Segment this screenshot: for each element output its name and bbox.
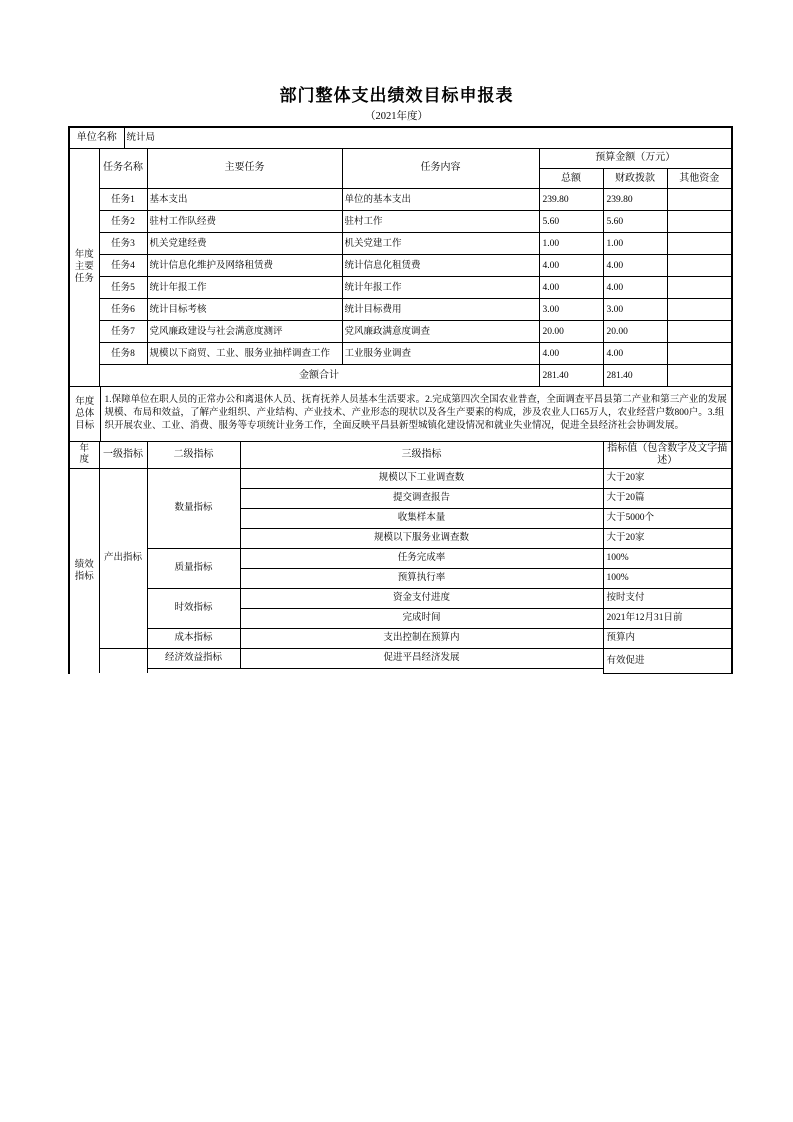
task-main: 机关党建经费: [147, 233, 342, 255]
col-header-level1: 一级指标: [99, 442, 147, 469]
task-main: 统计信息化维护及网络租赁费: [147, 255, 342, 277]
section-label-annual-tasks: 年度主要任务: [70, 149, 99, 387]
level2-indicator-quality: 质量指标: [147, 548, 240, 588]
task-total: 1.00: [539, 233, 603, 255]
task-main: 规模以下商贸、工业、服务业抽样调查工作: [147, 343, 342, 365]
col-header-budget-group: 预算金额（万元）: [539, 149, 731, 169]
task-main: 统计年报工作: [147, 277, 342, 299]
unit-name-table: [70, 128, 731, 149]
table-row: [70, 442, 731, 469]
col-header-level2: 二级指标: [147, 442, 240, 469]
task-total: 4.00: [539, 343, 603, 365]
level3-indicator: 预算执行率: [240, 568, 603, 588]
task-other: [667, 189, 731, 211]
corner-label-annual: 年度: [70, 442, 99, 469]
task-name: 任务6: [99, 299, 147, 321]
col-header-main-task: 主要任务: [147, 149, 342, 189]
task-other: [667, 343, 731, 365]
level3-indicator: 收集样本量: [240, 508, 603, 528]
task-content: 机关党建工作: [342, 233, 539, 255]
table-row: [70, 588, 731, 608]
indicator-value: 大于20家: [603, 468, 731, 488]
task-fiscal: 239.80: [603, 189, 667, 211]
level3-indicator: 支出控制在预算内: [240, 628, 603, 648]
indicator-value: 100%: [603, 548, 731, 568]
task-name: 任务5: [99, 277, 147, 299]
level2-indicator-economic: 经济效益指标: [147, 648, 240, 668]
task-total: 3.00: [539, 299, 603, 321]
section-label-performance-indicators: 绩效指标: [70, 468, 99, 673]
task-other: [667, 277, 731, 299]
level2-indicator-quantity: 数量指标: [147, 468, 240, 548]
table-row: [70, 468, 731, 488]
indicator-value: 大于20家: [603, 528, 731, 548]
annual-goal-table: [70, 387, 731, 442]
task-content: 驻村工作: [342, 211, 539, 233]
task-content: 单位的基本支出: [342, 189, 539, 211]
page-break-stub: [147, 668, 240, 673]
col-header-fiscal: 财政拨款: [603, 169, 667, 189]
level2-indicator-timeliness: 时效指标: [147, 588, 240, 628]
table-row: [70, 548, 731, 568]
indicator-value: 2021年12月31日前: [603, 608, 731, 628]
level3-indicator: 提交调查报告: [240, 488, 603, 508]
indicator-value: 有效促进: [603, 648, 731, 673]
table-row: [70, 648, 731, 668]
task-content: 统计目标费用: [342, 299, 539, 321]
task-content: 党风廉政满意度调查: [342, 321, 539, 343]
table-row: [70, 387, 731, 441]
indicator-value: 大于20篇: [603, 488, 731, 508]
col-header-total: 总额: [539, 169, 603, 189]
table-row: [70, 628, 731, 648]
task-main: 驻村工作队经费: [147, 211, 342, 233]
task-main: 基本支出: [147, 189, 342, 211]
task-content: 工业服务业调查: [342, 343, 539, 365]
level1-indicator-benefit: [99, 648, 147, 673]
section-label-annual-goal: 年度总体目标: [70, 387, 100, 441]
total-row-other: [667, 365, 731, 387]
table-row: [70, 189, 731, 211]
table-row: [70, 255, 731, 277]
table-row: [70, 233, 731, 255]
level1-indicator-output: 产出指标: [99, 468, 147, 648]
task-fiscal: 1.00: [603, 233, 667, 255]
task-total: 4.00: [539, 255, 603, 277]
task-fiscal: 5.60: [603, 211, 667, 233]
task-main: 统计目标考核: [147, 299, 342, 321]
col-header-level3: 三级指标: [240, 442, 603, 469]
level3-indicator: 资金支付进度: [240, 588, 603, 608]
task-name: 任务8: [99, 343, 147, 365]
col-header-task-name: 任务名称: [99, 149, 147, 189]
col-header-other: 其他资金: [667, 169, 731, 189]
task-fiscal: 4.00: [603, 255, 667, 277]
indicator-value: 大于5000个: [603, 508, 731, 528]
task-name: 任务3: [99, 233, 147, 255]
task-other: [667, 321, 731, 343]
task-fiscal: 3.00: [603, 299, 667, 321]
level3-indicator: 规模以下服务业调查数: [240, 528, 603, 548]
page-break-stub: [240, 668, 603, 673]
page-title: 部门整体支出绩效目标申报表: [279, 86, 514, 105]
task-total: 239.80: [539, 189, 603, 211]
total-row-fiscal: 281.40: [603, 365, 667, 387]
task-fiscal: 4.00: [603, 343, 667, 365]
total-row-total: 281.40: [539, 365, 603, 387]
level3-indicator: 促进平昌经济发展: [240, 648, 603, 668]
task-name: 任务7: [99, 321, 147, 343]
table-row: [70, 211, 731, 233]
task-total: 20.00: [539, 321, 603, 343]
level3-indicator: 规模以下工业调查数: [240, 468, 603, 488]
page-subtitle: （2021年度）: [365, 111, 428, 122]
task-content: 统计信息化租赁费: [342, 255, 539, 277]
level3-indicator: 任务完成率: [240, 548, 603, 568]
unit-name-value: 统计局: [124, 128, 731, 148]
level2-indicator-cost: 成本指标: [147, 628, 240, 648]
indicator-value: 预算内: [603, 628, 731, 648]
table-row: [70, 128, 731, 148]
task-total: 5.60: [539, 211, 603, 233]
indicator-value: 按时支付: [603, 588, 731, 608]
table-row: [70, 277, 731, 299]
performance-indicators-table: [70, 442, 731, 674]
task-name: 任务4: [99, 255, 147, 277]
task-other: [667, 255, 731, 277]
task-other: [667, 233, 731, 255]
table-row: [70, 343, 731, 365]
col-header-task-content: 任务内容: [342, 149, 539, 189]
table-row: [70, 299, 731, 321]
task-fiscal: 4.00: [603, 277, 667, 299]
task-total: 4.00: [539, 277, 603, 299]
task-name: 任务1: [99, 189, 147, 211]
task-content: 统计年报工作: [342, 277, 539, 299]
unit-name-label: 单位名称: [70, 128, 124, 148]
indicator-value: 100%: [603, 568, 731, 588]
col-header-indicator-value: 指标值（包含数字及文字描述）: [603, 442, 731, 469]
task-fiscal: 20.00: [603, 321, 667, 343]
task-main: 党风廉政建设与社会满意度测评: [147, 321, 342, 343]
declaration-form-table: [68, 126, 733, 674]
annual-tasks-table: [70, 149, 731, 388]
table-row: [70, 149, 731, 169]
annual-goal-text: 1.保障单位在职人员的正常办公和离退休人员、抚育抚养人员基本生活要求。2.完成第四次全国农业普查，全面调查平昌县第二产业和第三产业的发展规模、布局和效益，了解产业组织、产业结构、产业技术、产业形态的现状以及各生产要素的构成，涉及农业人口65万人，农业经营户数800户。3.组织开展农业、工业、消费、服务等专项统计业务工作，全面反映平昌县新型城镇化建设情况和就业失业情况，促进全县经济社会协调发展。: [100, 387, 731, 441]
level3-indicator: 完成时间: [240, 608, 603, 628]
task-name: 任务2: [99, 211, 147, 233]
task-other: [667, 211, 731, 233]
total-row-label: 金额合计: [99, 365, 539, 387]
table-row: [70, 321, 731, 343]
task-other: [667, 299, 731, 321]
table-row: [70, 365, 731, 387]
